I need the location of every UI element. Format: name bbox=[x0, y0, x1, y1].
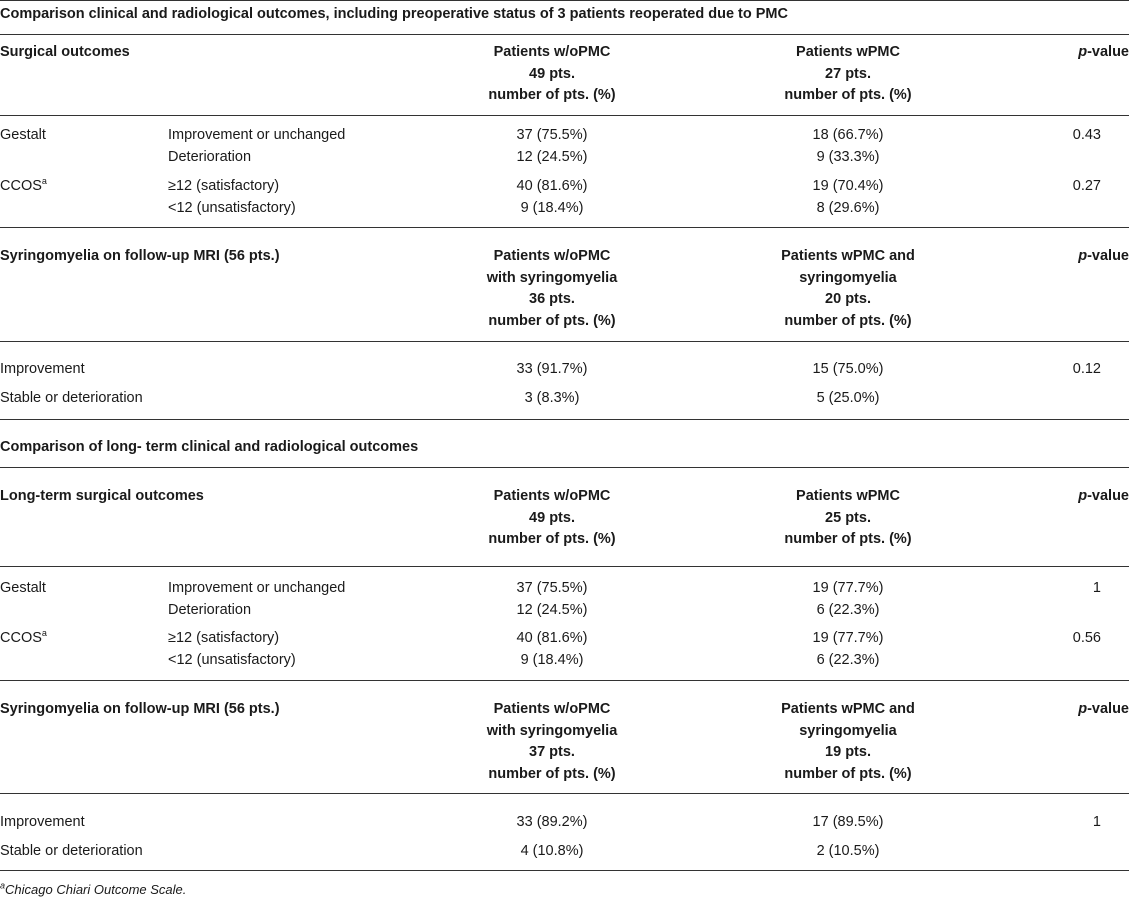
section-title: Comparison of long- term clinical and radiological outcomes bbox=[0, 439, 419, 455]
cell-w-pmc: 19 (77.7%) 6 (22.3%) bbox=[812, 580, 884, 618]
block-label: Long-term surgical outcomes bbox=[0, 488, 204, 504]
column-header-w-pmc: Patients wPMC 27 pts. number of pts. (%) bbox=[784, 44, 912, 103]
rule bbox=[0, 680, 1129, 681]
block-label: Surgical outcomes bbox=[0, 44, 130, 60]
row-label: Improvement bbox=[0, 361, 85, 377]
cell-wo-pmc: 40 (81.6%) 9 (18.4%) bbox=[516, 178, 588, 216]
rule bbox=[0, 467, 1129, 468]
rule bbox=[0, 419, 1129, 420]
block-label: Syringomyelia on follow-up MRI (56 pts.) bbox=[0, 248, 280, 264]
column-header-wo-pmc: Patients w/oPMC with syringomyelia 36 pts. number of pts. (%) bbox=[486, 248, 618, 329]
cell-pvalue: 1 bbox=[1092, 814, 1101, 830]
cell-wo-pmc: 37 (75.5%) 12 (24.5%) bbox=[516, 580, 588, 618]
cell-w-pmc: 17 (89.5%) bbox=[812, 814, 884, 830]
rule bbox=[0, 227, 1129, 228]
cell-pvalue: 0.56 bbox=[1072, 630, 1101, 646]
row-sub-label: ≥12 (satisfactory) <12 (unsatisfactory) bbox=[168, 630, 296, 668]
cell-w-pmc: 19 (77.7%) 6 (22.3%) bbox=[812, 630, 884, 668]
cell-wo-pmc: 40 (81.6%) 9 (18.4%) bbox=[516, 630, 588, 668]
row-label: Stable or deterioration bbox=[0, 390, 143, 406]
row-sub-label: Improvement or unchanged Deterioration bbox=[168, 127, 346, 165]
column-header-w-pmc: Patients wPMC and syringomyelia 20 pts. number of pts. (%) bbox=[781, 248, 915, 329]
row-sub-label: ≥12 (satisfactory) <12 (unsatisfactory) bbox=[168, 178, 296, 216]
column-header-wo-pmc: Patients w/oPMC 49 pts. number of pts. (%) bbox=[488, 488, 616, 547]
row-group-label: CCOS$^a$ bbox=[0, 176, 47, 194]
cell-w-pmc: 18 (66.7%) 9 (33.3%) bbox=[812, 127, 884, 165]
cell-w-pmc: 5 (25.0%) bbox=[816, 390, 880, 406]
column-header-wo-pmc: Patients w/oPMC 49 pts. number of pts. (%) bbox=[488, 44, 616, 103]
cell-wo-pmc: 3 (8.3%) bbox=[524, 390, 580, 406]
rule bbox=[0, 34, 1129, 35]
row-label: Stable or deterioration bbox=[0, 843, 143, 859]
cell-w-pmc: 2 (10.5%) bbox=[816, 843, 880, 859]
cell-pvalue: 0.27 bbox=[1072, 178, 1101, 194]
cell-wo-pmc: 4 (10.8%) bbox=[520, 843, 584, 859]
column-header-w-pmc: Patients wPMC and syringomyelia 19 pts. number of pts. (%) bbox=[781, 701, 915, 782]
pvalue-header: p-value bbox=[1078, 488, 1129, 504]
cell-pvalue: 0.12 bbox=[1072, 361, 1101, 377]
row-group-label: Gestalt bbox=[0, 127, 46, 143]
rule bbox=[0, 0, 1129, 1]
cell-wo-pmc: 33 (89.2%) bbox=[516, 814, 588, 830]
row-group-label: Gestalt bbox=[0, 580, 46, 596]
pvalue-header: p-value bbox=[1078, 248, 1129, 264]
row-sub-label: Improvement or unchanged Deterioration bbox=[168, 580, 346, 618]
rule bbox=[0, 566, 1129, 567]
cell-w-pmc: 15 (75.0%) bbox=[812, 361, 884, 377]
column-header-w-pmc: Patients wPMC 25 pts. number of pts. (%) bbox=[784, 488, 912, 547]
section-title: Comparison clinical and radiological outcomes, including preoperative status of 3 patients reoperated due to PMC bbox=[0, 6, 788, 22]
rule bbox=[0, 870, 1129, 871]
row-group-label: CCOS$^a$ bbox=[0, 628, 47, 646]
column-header-wo-pmc: Patients w/oPMC with syringomyelia 37 pts. number of pts. (%) bbox=[486, 701, 618, 782]
pvalue-header: p-value bbox=[1078, 44, 1129, 60]
row-label: Improvement bbox=[0, 814, 85, 830]
rule bbox=[0, 115, 1129, 116]
cell-w-pmc: 19 (70.4%) 8 (29.6%) bbox=[812, 178, 884, 216]
rule bbox=[0, 341, 1129, 342]
cell-pvalue: 0.43 bbox=[1072, 127, 1101, 143]
pvalue-header: p-value bbox=[1078, 701, 1129, 717]
block-label: Syringomyelia on follow-up MRI (56 pts.) bbox=[0, 701, 280, 717]
footnote: $^a$Chicago Chiari Outcome Scale. bbox=[0, 880, 187, 897]
cell-wo-pmc: 33 (91.7%) bbox=[516, 361, 588, 377]
cell-wo-pmc: 37 (75.5%) 12 (24.5%) bbox=[516, 127, 588, 165]
rule bbox=[0, 793, 1129, 794]
cell-pvalue: 1 bbox=[1092, 580, 1101, 596]
